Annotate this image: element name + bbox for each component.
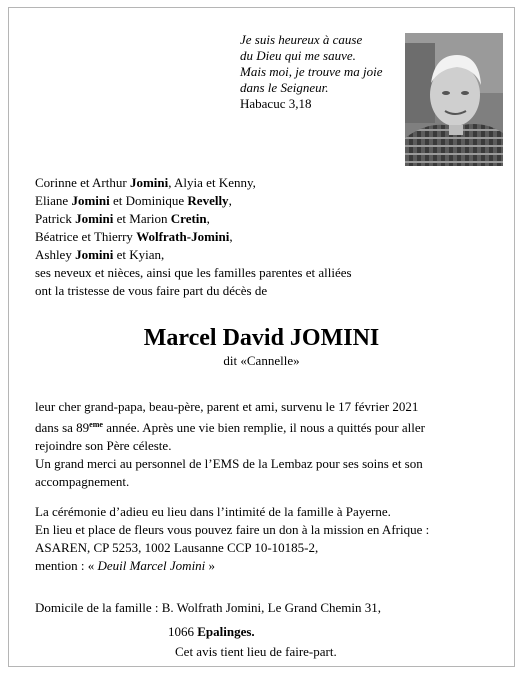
body-line: leur cher grand-papa, beau-père, parent et ami, survenu le 17 février 2021 (35, 399, 419, 414)
quote-line: Mais moi, je trouve ma joie (240, 64, 383, 79)
quote-line: Je suis heureux à cause (240, 32, 363, 47)
ceremony-info (35, 503, 495, 575)
ceremony-line: En lieu et place de fleurs vous pouvez faire un don à la mission en Afrique : (35, 522, 430, 537)
family-line: Patrick Jomini et Marion Cretin, (35, 211, 210, 226)
quote-line: dans le Seigneur. (240, 80, 329, 95)
family-address: Domicile de la famille : B. Wolfrath Jomini, Le Grand Chemin 31, (35, 600, 382, 615)
family-line: Béatrice et Thierry Wolfrath-Jomini, (35, 229, 233, 244)
deceased-name: Marcel David JOMINI (143, 325, 380, 351)
family-line: Eliane Jomini et Dominique Revelly, (35, 193, 232, 208)
family-line: ses neveux et nièces, ainsi que les familles parentes et alliées (35, 265, 352, 280)
deceased-nickname: dit «Cannelle» (223, 353, 300, 368)
quote-reference: Habacuc 3,18 (240, 96, 312, 111)
portrait-photo (405, 33, 503, 166)
body-line: rejoindre son Père céleste. (35, 438, 172, 453)
family-line: Corinne et Arthur Jomini, Alyia et Kenny, (35, 175, 256, 190)
body-line: accompagnement. (35, 474, 130, 489)
body-line: dans sa 89eme année. Après une vie bien remplie, il nous a quittés pour aller (35, 420, 425, 435)
closing-note: Cet avis tient lieu de faire-part. (175, 644, 337, 659)
body-line: Un grand merci au personnel de l’EMS de la Lembaz pour ses soins et son (35, 456, 423, 471)
ceremony-line: mention : « Deuil Marcel Jomini » (35, 558, 216, 573)
family-line: ont la tristesse de vous faire part du décès de (35, 283, 268, 298)
ceremony-line: La cérémonie d’adieu eu lieu dans l’intimité de la famille à Payerne. (35, 504, 391, 519)
bible-quote (240, 32, 400, 112)
portrait-image (405, 33, 503, 166)
family-announcement (35, 174, 485, 300)
obituary-body (35, 398, 495, 491)
family-city: 1066 Epalinges. (168, 624, 255, 639)
family-line: Ashley Jomini et Kyian, (35, 247, 165, 262)
ceremony-line: ASAREN, CP 5253, 1002 Lausanne CCP 10-10185-2, (35, 540, 319, 555)
quote-line: du Dieu qui me sauve. (240, 48, 356, 63)
